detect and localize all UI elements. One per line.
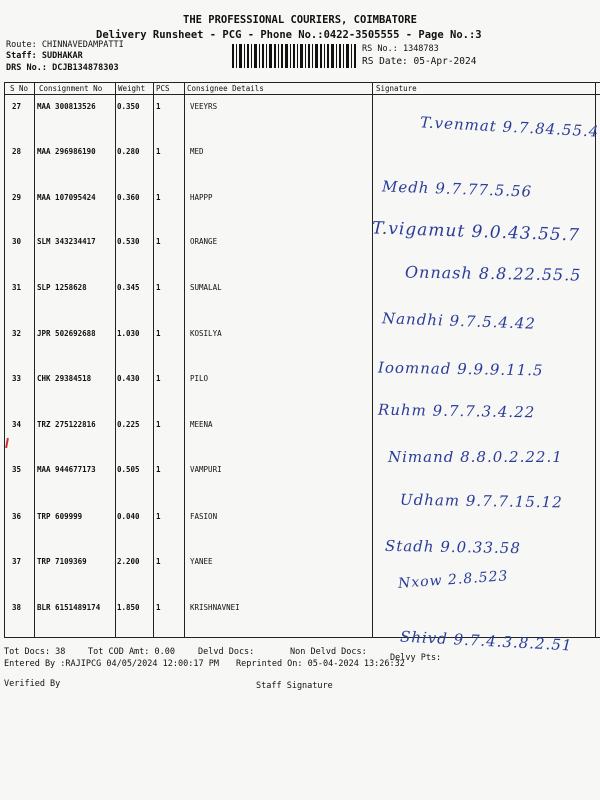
cell-consignment: MAA 944677173: [37, 465, 96, 474]
drs-label: DRS No.:: [6, 63, 47, 73]
cell-weight: 0.040: [117, 512, 140, 521]
cell-consignment: TRP 609999: [37, 512, 83, 521]
cell-sno: 35: [12, 465, 22, 474]
signature-32: Ioomnad 9.9.9.11.5: [377, 358, 544, 380]
col-signature: Signature: [376, 84, 417, 93]
signature-30: Onnash 8.8.22.55.5: [404, 262, 582, 285]
cell-pcs: 1: [156, 147, 161, 156]
staff-signature: Staff Signature: [256, 681, 333, 691]
cell-weight: 0.530: [117, 237, 140, 246]
barcode: [232, 44, 356, 68]
cell-weight: 0.280: [117, 147, 140, 156]
cell-pcs: 1: [156, 237, 161, 246]
col-sno: S No: [10, 84, 29, 93]
cell-pcs: 1: [156, 102, 161, 111]
delivered-docs: Delvd Docs:: [198, 647, 255, 657]
route-value: CHINNAVEDAMPATTI: [41, 40, 124, 50]
reprinted-on: Reprinted On: 05-04-2024 13:26:32: [236, 659, 405, 669]
cell-sno: 31: [12, 283, 22, 292]
cell-weight: 1.850: [117, 603, 140, 612]
cell-sno: 28: [12, 147, 22, 156]
cell-consignee: YANEE: [190, 557, 213, 566]
staff-value: SUDHAKAR: [41, 51, 83, 61]
cell-consignee: VAMPURI: [190, 465, 222, 474]
signature-34: Nimand 8.8.0.2.22.1: [388, 448, 563, 466]
cell-weight: 0.345: [117, 283, 140, 292]
staff-label: Staff:: [6, 51, 37, 61]
col-consignment: Consignment No: [39, 84, 103, 93]
cell-consignee: KRISHNAVNEI: [190, 603, 240, 612]
cell-sno: 37: [12, 557, 22, 566]
cell-weight: 0.225: [117, 420, 140, 429]
cell-sno: 36: [12, 512, 22, 521]
staff-line: [6, 51, 83, 61]
signature-36: Stadh 9.0.33.58: [384, 536, 521, 558]
cell-consignment: SLP 1258628: [37, 283, 87, 292]
rs-date-label: RS Date:: [362, 56, 408, 67]
cell-sno: 27: [12, 102, 22, 111]
cell-consignment: MAA 107095424: [37, 193, 96, 202]
cell-consignment: JPR 502692688: [37, 329, 96, 338]
cell-pcs: 1: [156, 420, 161, 429]
cell-weight: 0.505: [117, 465, 140, 474]
cell-consignment: BLR 6151489174: [37, 603, 101, 612]
rs-date-value: 05-Apr-2024: [413, 56, 477, 67]
cell-weight: 1.030: [117, 329, 140, 338]
company-name: THE PROFESSIONAL COURIERS, COIMBATORE: [183, 14, 417, 26]
cell-sno: 38: [12, 603, 22, 612]
signature-37: Nxow 2.8.523: [397, 568, 509, 592]
verified-by: Verified By: [4, 679, 61, 689]
cell-pcs: 1: [156, 283, 161, 292]
rs-no-value: 1348783: [402, 44, 439, 54]
cell-pcs: 1: [156, 329, 161, 338]
cell-pcs: 1: [156, 512, 161, 521]
cell-consignment: SLM 343234417: [37, 237, 96, 246]
total-docs: Tot Docs: 38: [4, 647, 66, 657]
cell-sno: 32: [12, 329, 22, 338]
rs-date-line: [362, 56, 476, 67]
cell-consignee: FASION: [190, 512, 218, 521]
cell-consignment: TRZ 275122816: [37, 420, 96, 429]
cell-weight: 0.430: [117, 374, 140, 383]
col-pcs: PCS: [156, 84, 170, 93]
signature-31: Nandhi 9.7.5.4.42: [381, 309, 537, 333]
cell-weight: 2.200: [117, 557, 140, 566]
cell-consignment: CHK 29384518: [37, 374, 92, 383]
table-row: [4, 557, 600, 603]
cell-consignment: MAA 300813526: [37, 102, 96, 111]
cell-consignee: SUMALAL: [190, 283, 222, 292]
drs-value: DCJB134878303: [52, 63, 119, 73]
cell-pcs: 1: [156, 465, 161, 474]
non-delivered-docs: Non Delvd Docs:: [290, 647, 367, 657]
cell-consignee: PILO: [190, 374, 209, 383]
runsheet-title: Delivery Runsheet - PCG - Phone No.:0422-3505555 - Page No.:3: [96, 29, 482, 41]
cell-consignee: ORANGE: [190, 237, 218, 246]
entered-by: Entered By :RAJIPCG 04/05/2024 12:00:17 PM: [4, 659, 219, 669]
drs-line: [6, 63, 119, 73]
signature-27: T.venmat 9.7.84.55.4: [419, 113, 600, 141]
cell-pcs: 1: [156, 374, 161, 383]
signature-28: Medh 9.7.77.5.56: [381, 177, 533, 201]
rs-no-label: RS No.:: [362, 44, 398, 54]
cell-sno: 30: [12, 237, 22, 246]
signature-38: Shivd 9.7.4.3.8.2.51: [399, 627, 573, 655]
cell-sno: 34: [12, 420, 22, 429]
cell-consignee: HAPPP: [190, 193, 213, 202]
cell-consignee: MEENA: [190, 420, 213, 429]
delivery-points: Delvy Pts:: [390, 653, 442, 663]
col-weight: Weight: [118, 84, 146, 93]
cell-weight: 0.360: [117, 193, 140, 202]
signature-29: T.vigamut 9.0.43.55.7: [371, 218, 581, 246]
route-line: [6, 40, 124, 50]
cell-consignee: MED: [190, 147, 204, 156]
cell-consignment: TRP 7109369: [37, 557, 87, 566]
cell-pcs: 1: [156, 193, 161, 202]
route-label: Route:: [6, 40, 37, 50]
cell-consignee: KOSILYA: [190, 329, 222, 338]
cell-pcs: 1: [156, 557, 161, 566]
rs-no-line: [362, 44, 439, 54]
cell-consignment: MAA 296986190: [37, 147, 96, 156]
cell-pcs: 1: [156, 603, 161, 612]
col-consignee: Consignee Details: [187, 84, 264, 93]
signature-35: Udham 9.7.7.15.12: [399, 490, 563, 512]
cell-sno: 29: [12, 193, 22, 202]
cell-consignee: VEEYRS: [190, 102, 218, 111]
total-cod-amount: Tot COD Amt: 0.00: [88, 647, 175, 657]
cell-sno: 33: [12, 374, 22, 383]
cell-weight: 0.350: [117, 102, 140, 111]
signature-33: Ruhm 9.7.7.3.4.22: [377, 400, 536, 422]
